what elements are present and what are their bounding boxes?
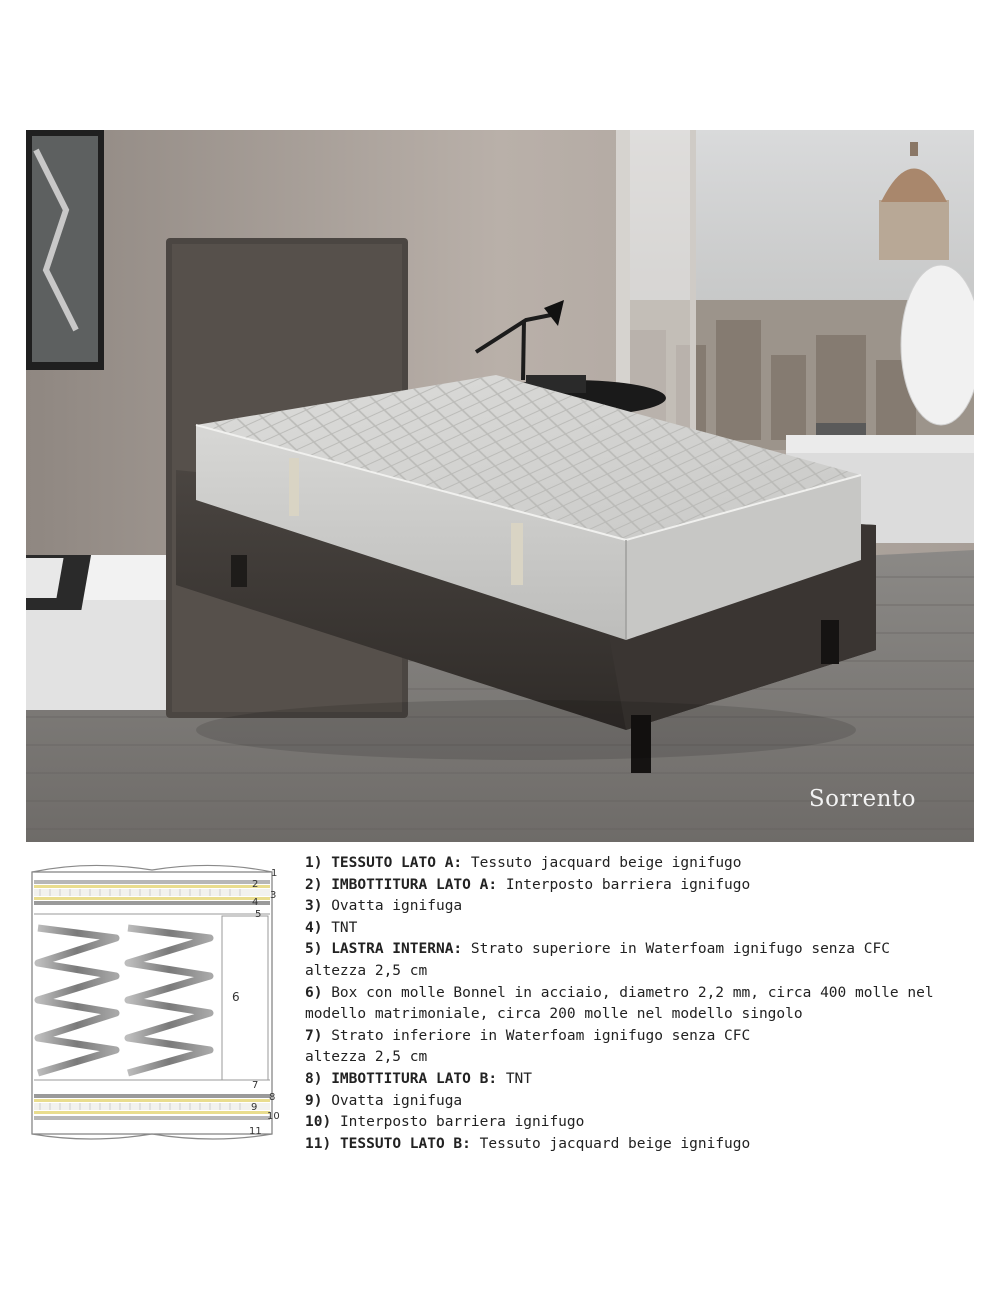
- spec-item: 6) Box con molle Bonnel in acciaio, diametro 2,2 mm, circa 400 molle nel modello matrimoniale, circa 200 molle nel modello singolo: [305, 984, 934, 1023]
- product-photo: [26, 130, 974, 842]
- marker-11: 11: [249, 1126, 262, 1137]
- spec-item: 5) LASTRA INTERNA: Strato superiore in Waterfoam ignifugo senza CFC altezza 2,5 cm: [305, 941, 890, 979]
- marker-3: 3: [270, 890, 277, 901]
- marker-2: 2: [252, 879, 259, 890]
- bedroom-scene: [26, 130, 974, 842]
- model-name-watermark: Sorrento: [808, 786, 916, 812]
- layer-spec-list: [305, 853, 985, 1155]
- spec-item: 1) TESSUTO LATO A: Tessuto jacquard beige ignifugo: [305, 855, 742, 871]
- marker-4: 4: [252, 897, 259, 908]
- marker-10: 10: [267, 1111, 280, 1122]
- mattress-layer-diagram: [30, 858, 286, 1140]
- marker-1: 1: [271, 868, 278, 879]
- spec-item: 11) TESSUTO LATO B: Tessuto jacquard beige ignifugo: [305, 1135, 751, 1152]
- spec-item: 7) Strato inferiore in Waterfoam ignifugo senza CFC altezza 2,5 cm: [305, 1027, 751, 1066]
- marker-8: 8: [269, 1092, 276, 1103]
- spec-item: 2) IMBOTTITURA LATO A: Interposto barriera ignifugo: [305, 876, 751, 893]
- marker-6: 6: [232, 990, 240, 1004]
- marker-5: 5: [255, 909, 262, 920]
- marker-9: 9: [251, 1102, 258, 1113]
- spec-item: 3) Ovatta ignifuga: [305, 898, 463, 915]
- marker-7: 7: [252, 1080, 259, 1091]
- cross-section-drawing: [30, 858, 286, 1140]
- spec-item: 10) Interposto barriera ignifugo: [305, 1114, 585, 1131]
- spec-item: 9) Ovatta ignifuga: [305, 1092, 463, 1109]
- spec-item: 4) TNT: [305, 919, 358, 936]
- spec-item: 8) IMBOTTITURA LATO B: TNT: [305, 1070, 533, 1087]
